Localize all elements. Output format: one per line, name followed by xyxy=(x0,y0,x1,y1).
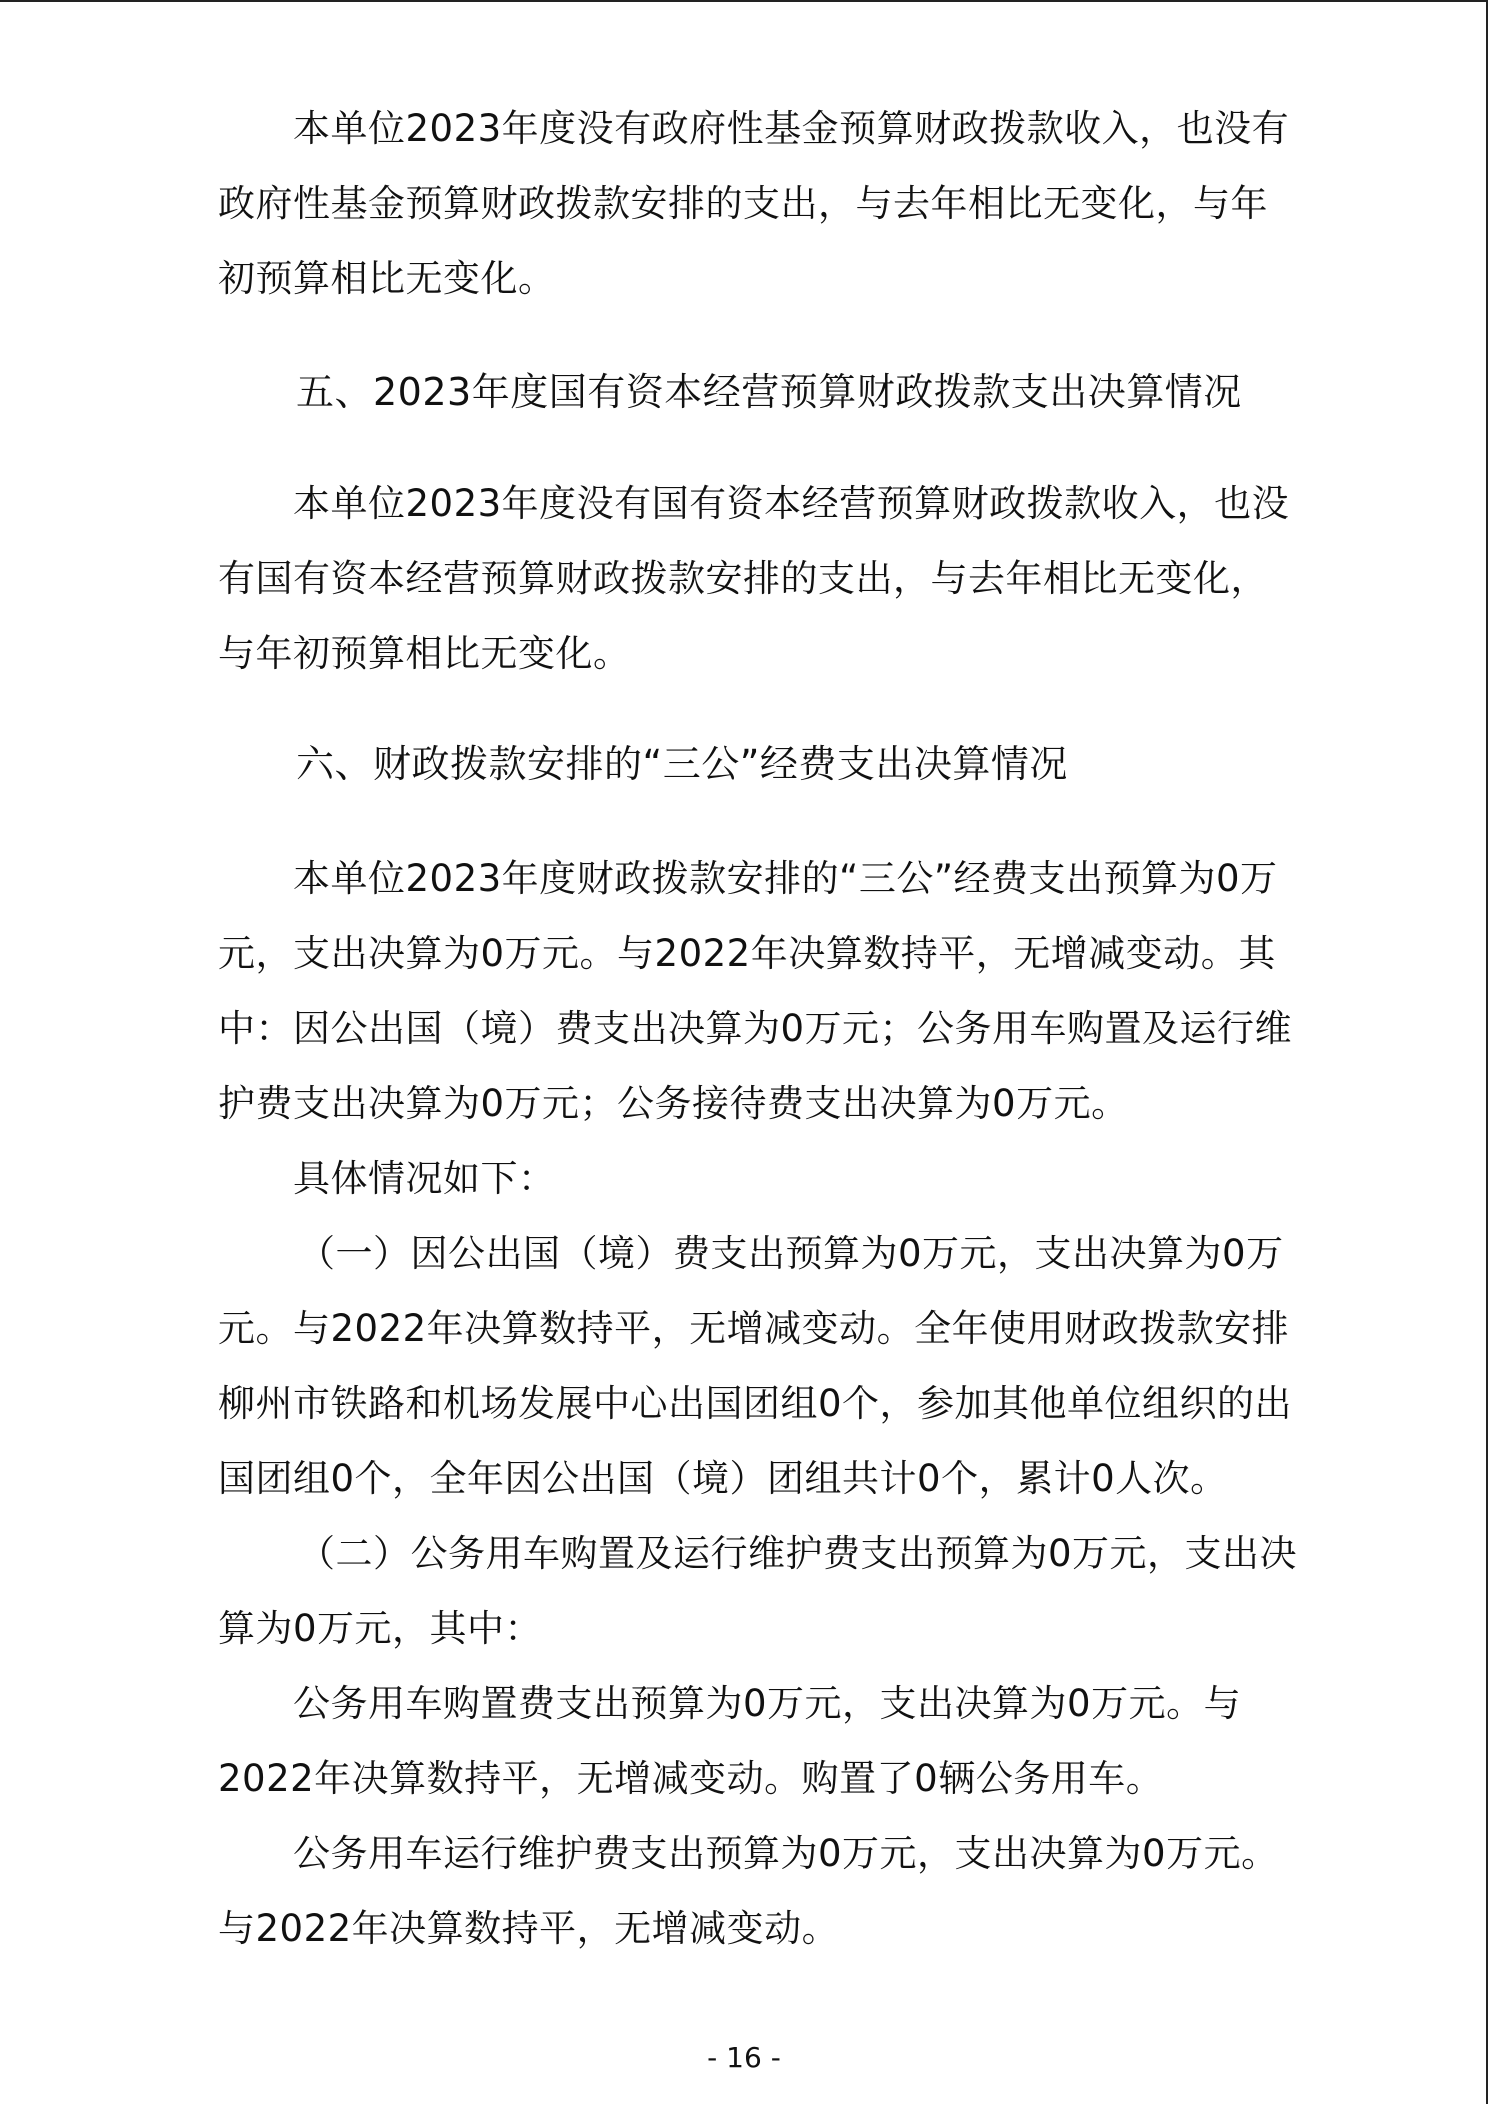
section-heading-6: 六、财政拨款安排的“三公”经费支出决算情况 xyxy=(296,742,1068,786)
paragraph-6-line-1: （二）公务用车购置及运行维护费支出预算为0万元，支出决 xyxy=(298,1532,1298,1575)
paragraph-2-line-3: 与年初预算相比无变化。 xyxy=(218,632,631,675)
page-top-border xyxy=(0,0,1488,2)
paragraph-1-line-2: 政府性基金预算财政拨款安排的支出，与去年相比无变化，与年 xyxy=(218,182,1268,225)
paragraph-3-line-1: 本单位2023年度财政拨款安排的“三公”经费支出预算为0万 xyxy=(293,857,1278,900)
paragraph-3-line-4: 护费支出决算为0万元；公务接待费支出决算为0万元。 xyxy=(218,1082,1129,1125)
paragraph-6-line-2: 算为0万元，其中： xyxy=(218,1607,543,1650)
paragraph-5-line-4: 国团组0个，全年因公出国（境）团组共计0个，累计0人次。 xyxy=(218,1457,1228,1500)
paragraph-8-line-1: 公务用车运行维护费支出预算为0万元，支出决算为0万元。 xyxy=(293,1832,1279,1875)
paragraph-7-line-2: 2022年决算数持平，无增减变动。购置了0辆公务用车。 xyxy=(218,1757,1164,1800)
paragraph-8-line-2: 与2022年决算数持平，无增减变动。 xyxy=(218,1907,840,1950)
paragraph-2-line-1: 本单位2023年度没有国有资本经营预算财政拨款收入，也没 xyxy=(293,482,1290,525)
paragraph-7-line-1: 公务用车购置费支出预算为0万元，支出决算为0万元。与 xyxy=(293,1682,1242,1725)
section-heading-5: 五、2023年度国有资本经营预算财政拨款支出决算情况 xyxy=(296,370,1242,414)
paragraph-3-line-2: 元，支出决算为0万元。与2022年决算数持平，无增减变动。其 xyxy=(218,932,1276,975)
page-number: - 16 - xyxy=(707,2041,781,2074)
paragraph-1-line-1: 本单位2023年度没有政府性基金预算财政拨款收入，也没有 xyxy=(293,107,1290,150)
paragraph-5-line-3: 柳州市铁路和机场发展中心出国团组0个，参加其他单位组织的出 xyxy=(218,1382,1293,1425)
paragraph-3-line-3: 中：因公出国（境）费支出决算为0万元；公务用车购置及运行维 xyxy=(218,1007,1293,1050)
paragraph-2-line-2: 有国有资本经营预算财政拨款安排的支出，与去年相比无变化， xyxy=(218,557,1268,600)
paragraph-1-line-3: 初预算相比无变化。 xyxy=(218,257,556,300)
paragraph-5-line-1: （一）因公出国（境）费支出预算为0万元，支出决算为0万 xyxy=(298,1232,1284,1275)
paragraph-5-line-2: 元。与2022年决算数持平，无增减变动。全年使用财政拨款安排 xyxy=(218,1307,1290,1350)
paragraph-4-line-1: 具体情况如下： xyxy=(293,1157,556,1200)
